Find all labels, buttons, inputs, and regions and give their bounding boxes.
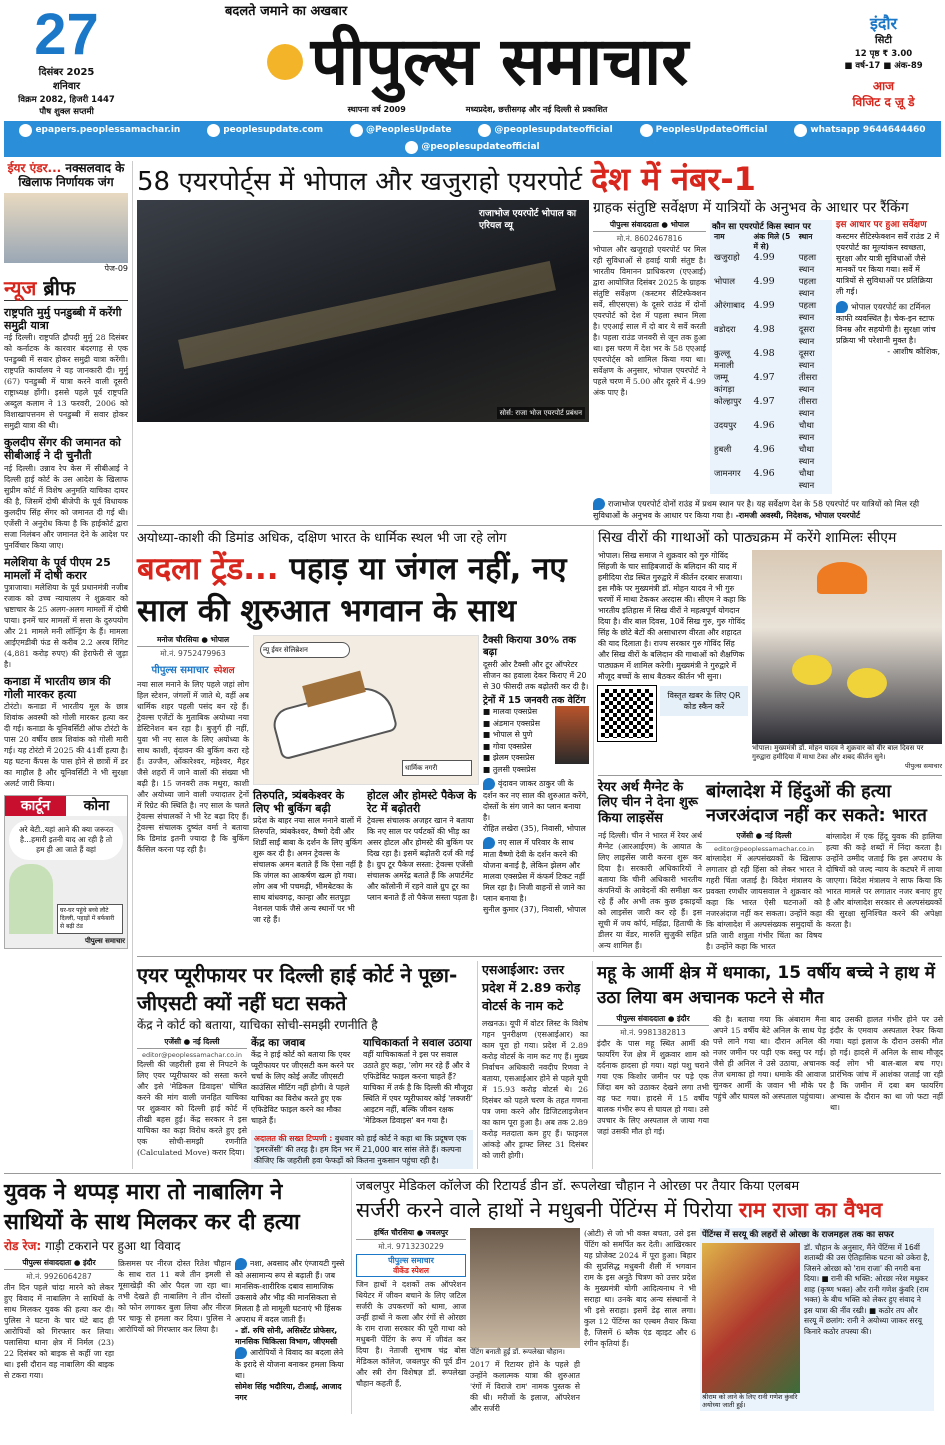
- social-link-text: @PeoplesUpdate: [365, 125, 452, 135]
- ramraja-story: [356, 1228, 466, 1389]
- cartoon-label: कार्टून: [5, 796, 66, 816]
- brand-label: पीपुल्स समाचार: [151, 664, 209, 676]
- article-body: लखनऊ। यूपी में वोटर लिस्ट के विशेष गहन पुनरीक्षण (एसआईआर) का काम पूरा हो गया। प्रदेश में 2.89 करोड़ वोटर्स के नाम कट गए हैं। मुख्य निर्वाचन अधिकारी नवदीप रिणवा ने बताया, एसआईआर होने से पहले यूपी में 15.93 करोड़ वोटर्स थे। 26 दिसंबर को पहले चरण के तहत गणना पत्र जमा करने और डिजिटलाइजेशन का काम पूरा हुआ है। अब तक 2.89 करोड़ मतदाता कम हुए हैं। फाइनल आंकड़े और ड्राफ्ट लिस्ट 31 दिसंबर को जारी होगी।: [482, 1018, 588, 1160]
- globe-icon: [19, 124, 32, 137]
- brief-body: नई दिल्ली। उन्नाव रेप केस में सीबीआई ने दिल्ली हाई कोर्ट के उस आदेश के खिलाफ सुप्रीम कोर्ट में विशेष अनुमति याचिका दायर की है, जिसमें दोषी बीजेपी के पूर्व विधायक कुलदीप सिंह सेंगर को जमानत दी गई थी। एजेंसी ने अनुरोध किया है कि हाईकोर्ट द्वारा सजा निलंबन और जमानत देने के आदेश पर पुनर्विचार किया जाए।: [4, 463, 128, 550]
- year-ender-thumbnail: [4, 193, 128, 263]
- ramraja-kicker: जबलपुर मेडिकल कॉलेज की रिटायर्ड डीन डॉ. रूपलेखा चौहान ने ओरछा पर तैयार किया एलबम: [356, 1179, 800, 1195]
- table-cell: 4.98: [753, 347, 775, 359]
- slap-headline: युवक ने थप्पड़ मारा तो नाबालिग ने साथियों के साथ मिलकर कर दी हत्या: [4, 1180, 300, 1236]
- quote-icon: [483, 837, 495, 849]
- published-from: मध्यप्रदेश, छत्तीसगढ़ और नई दिल्ली से प्रकाशित: [465, 105, 608, 114]
- brief-body: टोरंटो। कनाडा में भारतीय मूल के छात्र शिवांक अवस्थी को गोली मारकर हत्या कर दी गई। कनाडा के यूनिवर्सिटी ऑफ टोरंटो के पास 20 वर्षीय छात्र शिवांक को गोली मारी गई। यह टोरंटो में 2025 की 41वीं हत्या है। यह घटना कैंपस के पास होने से छात्रों में डर का माहौल है और यूनिवर्सिटी ने भी सुरक्षा अलर्ट जारी किया।: [4, 702, 128, 789]
- ramraja-body-3: (ओटी) से जो भी वक्त बचता, उसे इस पेंटिंग को समर्पित कर देती। आखिरकार यह प्रोजेक्ट 2024 में पूरा हुआ। बिहार की सुप्रसिद्ध मधुबनी शैली में भगवान राम के इस अनूठे चित्रण को उत्तर प्रदेश के मुख्यमंत्री योगी आदित्यनाथ ने भी सराहा था। उनके बाद अन्य संस्थानों ने भी इसे सराहा। इसमें डेढ़ साल लगा। कुल 12 पेंटिंग्स का एल्बम तैयार किया है, जिसमें 6 ब्लैक एंड व्हाइट और 6 रंगीन कृतियां हैं।: [584, 1229, 696, 1349]
- brief-title: मलेशिया के पूर्व पीएम 25 मामलों में दोषी करार: [4, 555, 111, 582]
- cartoon-label-2: कोना: [66, 796, 127, 816]
- table-cell: खजुराहो: [714, 252, 740, 263]
- table-cell: 4.98: [753, 323, 775, 335]
- road-rage-kicker: रोड रेज: गाड़ी टकराने पर हुआ था विवाद: [4, 1239, 181, 1254]
- byline: एजेंसी ● नई दिल्ली: [137, 1037, 247, 1049]
- airport-story: [593, 220, 706, 398]
- article-body: नई दिल्ली। चीन ने भारत में रेयर अर्थ मैग्नेट (आरआईएम) के आयात के लिए लाइसेंस जारी करना शुरू कर दिया है। सरकारी अधिकारियों ने बताया कि चीनी अधिकारी भारतीय कंपनियों के आवेदनों की समीक्षा कर रहे हैं और अभी तक कुछ इकाइयों को लाइसेंस जारी कर रहे हैं। इस सूची में जय कॉर्प, महिंद्रा, हिताची के डीलर या वेंडर, मारुति सुजुकी सहित अन्य शामिल हैं।: [598, 830, 702, 950]
- column-header: अंक मिले (5 में से): [753, 231, 791, 251]
- table-row: [712, 348, 830, 372]
- table-cell: 4.96: [753, 443, 775, 455]
- box-body: डॉ. चौहान के अनुसार, मैंने पेंटिंग्स में 16वीं शताब्दी की उस ऐतिहासिक घटना को उकेरा है, जिसने ओरछा को 'राम राजा' की नगरी बना दिया। ■ रानी की भक्ति: ओरछा नरेश मधुकर शाह (कृष्ण भक्त) और रानी गणेश कुंवरि (राम भक्त) के बीच भक्ति को लेकर हुए संवाद ने इस यात्रा की नींव रखी। ■ कठोर तप और सरयू में छलांग: रानी ने अयोध्या जाकर सरयू किनारे कठोर तपस्या की।: [804, 1242, 930, 1336]
- table-cell: तीसरा स्थान: [798, 396, 818, 419]
- purifier-section: [137, 961, 473, 1170]
- quote-author: रोहित लखेरा (35), निवासी, भोपाल: [483, 824, 586, 834]
- quote-author: सुनील कुमार (37), निवासी, भोपाल: [483, 905, 586, 915]
- sub-story-hotel: [367, 789, 479, 903]
- table-cell: 4.99: [753, 275, 775, 287]
- month-year: दिसंबर 2025: [38, 67, 95, 78]
- slap-section: [4, 1178, 347, 1403]
- photo-credit: सोर्स: राजा भोज एयरपोर्ट प्रबंधन: [497, 407, 585, 419]
- social-link-text: @peoplesupdateofficial: [494, 125, 613, 135]
- cartoon: [4, 795, 128, 949]
- sign-religious-city: धार्मिक नगरी: [402, 760, 472, 776]
- table-cell: कुल्लू मनाली: [714, 348, 734, 371]
- train-photo: [555, 706, 589, 764]
- table-cell: तीसरा स्थान: [798, 372, 818, 395]
- quote-icon: [593, 498, 605, 510]
- table-cell: 4.97: [753, 395, 775, 407]
- cartoon-bubble: अरे बेटी..यहां आने की क्या जरूरत है...हमारी इतनी याद आ रही है तो हम ही आ जाते हैं वहां: [9, 820, 123, 860]
- slap-body-2: क्रिसमस पर नीरज दोस्त रितेश चौहान के साथ रात 11 बजे तीन इमली से मूसाखेड़ी की ओर पैदल जा रहा था। तभी देखते ही नाबालिग ने तीन दोस्तों को फोन लगाकर बुला लिया और नीरज पर चाकू से हमला कर दिया। पुलिस ने आरोपियों को गिरफ्तार कर लिया है।: [118, 1259, 231, 1335]
- purifier-subhead: केंद्र ने कोर्ट को बताया, याचिका सोची-समझी रणनीति है: [137, 1017, 378, 1032]
- column-header: स्थान: [798, 231, 813, 241]
- table-row: [712, 276, 830, 300]
- mhow-headline: महू के आर्मी क्षेत्र में धमाका, 15 वर्षीय बच्चे ने हाथ में उठा लिया बम अचानक फटने से मौत: [597, 962, 935, 1008]
- trains-title: ट्रेनों में 15 जनवरी तक वेटिंग: [483, 694, 586, 706]
- car-illustration: [253, 635, 479, 785]
- news-brief: [4, 675, 128, 789]
- social-link[interactable]: [794, 124, 925, 137]
- social-link-text: @peoplesupdateofficial: [421, 142, 540, 152]
- table-cell: दूसरा स्थान: [798, 324, 815, 347]
- bangladesh-body-2: बांग्लादेश में एक हिंदू युवक की हालिया हत्या की कड़े शब्दों में निंदा करता है। उन्होंने उम्मीद जताई कि इस अपराध के दोषियों को जल्द न्याय के कटघरे में लाया जाएगा। विदेश मंत्रालय ने साफ किया कि भारत मामले पर लगातार नजर बनाए हुए है और बांग्लादेश सरकार से अल्पसंख्यकों की सुरक्षा सुनिश्चित करने की अपेक्षा करता है।: [826, 831, 942, 929]
- web-icon: [207, 124, 220, 137]
- table-cell: उदयपुर: [714, 420, 737, 431]
- table-cell: भोपाल: [714, 276, 735, 287]
- table-cell: चौथा स्थान: [798, 468, 815, 491]
- facebook-icon: [640, 124, 653, 137]
- table-row: [712, 252, 830, 276]
- volume: ■ वर्ष-17 ■ अंक-89: [844, 61, 923, 71]
- brief-body: पुत्राजाया। मलेशिया के पूर्व प्रधानमंत्री नजीब रजाक को उच्च न्यायालय ने शुक्रवार को भ्रष्टाचार के 25 अलग-अलग मामलों में दोषी पाया। इनमें चार मामलों में सत्ता के दुरुपयोग और 21 मामले मनी लॉन्ड्रिंग के हैं। मामला आईएमडीबी फंड से करीब 2.2 अरब रिंगिट (4,881 करोड़ रुपए) की हेराफेरी से जुड़ा है।: [4, 582, 128, 669]
- photo-caption: पेंटिंग बनाती हुईं डॉ. रूपलेखा चौहान।: [470, 1348, 565, 1357]
- pen-nib-logo-icon: [267, 44, 303, 80]
- headline: रेयर अर्थ मैग्नेट के लिए चीन ने देना शुरू किया लाइसेंस: [598, 779, 698, 826]
- photo-label: राजाभोज एयरपोर्ट भोपाल का एरियल व्यू: [479, 209, 577, 231]
- brief-body: नई दिल्ली। राष्ट्रपति द्रौपदी मुर्मु 28 दिसंबर को कर्नाटक के कारवार बंदरगाह से एक पनडुब्बी में सवार होकर समुद्री यात्रा करेंगी। राष्ट्रपति कार्यालय ने यह जानकारी दी। मुर्मु (67) पनडुब्बी में यात्रा करने वाली दूसरी राष्ट्राध्यक्ष होंगी। इससे पहले पूर्व राष्ट्रपति अब्दुल कलाम ने 13 फरवरी, 2006 को विशाखापत्तनम से पनडुब्बी में सवार होकर समुद्री यात्रा की थी।: [4, 333, 128, 431]
- table-cell: जम्मू कांगड़ा: [714, 372, 735, 395]
- purifier-story: [137, 1037, 247, 1158]
- sub-story-tirupati: [253, 789, 363, 925]
- social-link[interactable]: [350, 124, 452, 137]
- main-area: [137, 161, 942, 1169]
- byline: पीपुल्स संवाददाता ● इंदौर: [4, 1258, 114, 1270]
- train-item: ■ झेलम एक्सप्रेस: [483, 753, 535, 763]
- social-link[interactable]: [478, 124, 612, 137]
- edition-block: [826, 4, 941, 110]
- taxi-trains-sidebar: [483, 635, 589, 915]
- youtube-icon: [405, 141, 418, 154]
- qr-instruction: विस्तृत खबर के लिए QR कोड स्कैन करें: [660, 686, 748, 716]
- doctor-painting-photo: [470, 1228, 580, 1348]
- city: इंदौर: [869, 14, 898, 33]
- sub-headline: होटल और होमस्टे पैकेज के रेट में बढ़ोतरी: [367, 788, 477, 816]
- news-brief: [4, 556, 128, 670]
- social-link[interactable]: [405, 141, 539, 154]
- byline: मनोज चौरसिया ● भोपाल: [137, 635, 249, 647]
- ranking-table: [710, 220, 832, 494]
- survey-title: इस आधार पर हुआ सर्वेक्षण: [836, 219, 927, 230]
- date-block: [4, 4, 129, 118]
- expert-quote: नशा, अवसाद और एंग्जायटी गुस्से को असामान्य रूप से बढ़ाती हैं। जब मानसिक-शारीरिक दबाव सामाजिक उकसावे और भीड़ की मानसिकता से मिलता है तो मामूली घटनाएं भी हिंसक अपराध में बदल जाती हैं। - डॉ. रुचि सोनी, असिस्टेंट प्रोफेसर, मानसिक चिकित्सा विभाग, जीएमसी आरोपियों ने विवाद का बदला लेने के इरादे से योजना बनाकर हमला किया था। सोमेश सिंह भदौरिया, टीआई, आजाद नगर: [235, 1259, 345, 1403]
- social-link[interactable]: [207, 124, 323, 137]
- article-body: बांग्लादेश में अल्पसंख्यकों के खिलाफ लगातार हो रही हिंसा को लेकर भारत ने गहरी चिंता जताई है। विदेश मंत्रालय के प्रवक्ता रणधीर जायसवाल ने शुक्रवार को कहा कि भारत ऐसी घटनाओं को नजरअंदाज नहीं कर सकता। उन्होंने कहा कि बांग्लादेश में अल्पसंख्यक समुदायों के प्रति जारी शत्रुता गंभीर चिंता का विषय है। उन्होंने कहा कि भारत: [706, 853, 822, 951]
- train-item: ■ अंडमान एक्सप्रेस: [483, 718, 540, 728]
- brief-title: कनाडा में भारतीय छात्र की गोली मारकर हत्या: [4, 674, 111, 702]
- article-body: दिल्ली की जहरीली हवा से निपटने के लिए एयर प्यूरीफायर को सस्ता करने और इसे 'मेडिकल डिवाइस' घोषित करने की मांग वाली जनहित याचिका पर शुक्रवार को दिल्ली हाई कोर्ट में तीखी बहस हुई। केंद्र सरकार ने इस याचिका का कड़ा विरोध करते हुए इसे एक सोची-समझी रणनीति (Calculated Move) करार दिया।: [137, 1059, 247, 1157]
- trend-kicker: अयोध्या-काशी की डिमांड अधिक, दक्षिण भारत के धार्मिक स्थल भी जा रहे लोग: [137, 530, 507, 546]
- quote-icon: [235, 1347, 247, 1359]
- tagline: बदलते जमाने का अखबार: [225, 4, 348, 19]
- sub-headline: याचिकाकर्ता ने सवाल उठाया: [363, 1036, 472, 1049]
- quote: भोपाल एयरपोर्ट का टर्मिनल काफी व्यवस्थित है। चेक-इन स्टाफ विनम्र और सहयोगी है। सुरक्षा जांच प्रक्रिया भी परेशानी मुक्त है।: [836, 302, 936, 345]
- airport-subhead: ग्राहक संतुष्टि सर्वेक्षण में यात्रियों के अनुभव के आधार पर रैंकिंग: [593, 200, 909, 216]
- table-cell: 4.96: [753, 467, 775, 479]
- founded: स्थापना वर्ष 2009: [347, 105, 406, 114]
- table-cell: 4.99: [753, 251, 775, 263]
- trend-headline: बदला ट्रेंड... पहाड़ या जंगल नहीं, नए साल की शुरुआत भगवान के साथ: [137, 550, 567, 629]
- lead-headline: 58 एयरपोर्ट्स में भोपाल और खजुराहो एयरपोर्ट देश में नंबर-1: [137, 160, 756, 198]
- mhow-body-3: बाद उसकी हालत गंभीर होने पर उसे इंदौर के एमवाय अस्पताल रेफर किया गया। यहां इलाज के दौरान उसकी मौत हो गई। हादसे में अनिल के साथ मौजूद कई लोग भी बाल-बाल बच गए। प्रारंभिक जांच में आशंका जताई जा रही है कि जमीन में दबा बम फायरिंग अभ्यास के दौरान का था जो फटा नहीं था।: [830, 1014, 943, 1112]
- table-row: [712, 396, 830, 420]
- social-link-text: peoplesupdate.com: [223, 125, 324, 135]
- table-row: [712, 372, 830, 396]
- train-item: ■ तुलसी एक्सप्रेस: [483, 764, 536, 774]
- whatsapp-icon: [794, 124, 807, 137]
- page-ref: पेज-09: [104, 263, 128, 273]
- airport-aerial-photo: [137, 200, 589, 422]
- qr-code[interactable]: [598, 686, 656, 741]
- table-cell: पहला स्थान: [798, 300, 817, 323]
- social-bar: [4, 121, 941, 157]
- social-link-text: PeoplesUpdateOfficial: [655, 125, 768, 135]
- table-cell: वडोदरा: [714, 324, 736, 335]
- slap-story: [4, 1258, 114, 1381]
- edition: सिटी: [875, 35, 892, 46]
- table-cell: पहला स्थान: [798, 276, 817, 299]
- table-row: [712, 324, 830, 348]
- email: editor@peoplessamachar.co.in: [142, 1050, 242, 1059]
- quote-icon: [836, 301, 848, 313]
- news-brief: [4, 306, 128, 431]
- tithi: पौष शुक्ल सप्तमी: [39, 107, 94, 117]
- table-cell: दूसरा स्थान: [798, 348, 815, 371]
- photo-credit: पीपुल्स समाचार: [905, 761, 942, 770]
- mobile: मो.नं. 8602467816: [616, 233, 683, 243]
- table-title: कौन सा एयरपोर्ट किस स्थान पर: [712, 221, 811, 232]
- left-column: [4, 161, 128, 949]
- news-brief: [4, 436, 128, 550]
- ramraja-headline: सर्जरी करने वाले हाथों ने मधुबनी पेंटिंग्स में पिरोया राम राजा का वैभव: [356, 1198, 883, 1223]
- brief-title: राष्ट्रपति मुर्मु पनडुब्बी में करेंगी समुद्री यात्रा: [4, 305, 122, 332]
- article-body: प्रदेश के बाहर नया साल मनाने वालों में तिरुपति, त्र्यंबकेश्वर, वैष्णो देवी और शिर्डी साईं बाबा के दर्शन के लिए बुकिंग शुरू कर दी है। अमन ट्रेवल्स के संचालक अमन बताते हैं कि ऐसा नहीं है कि जंगल का आकर्षण खत्म हो गया। लोग अब भी पचमढ़ी, भीमबेटका के साथ बांधवगढ़, कान्हा और सतपुड़ा नेशनल पार्क जैसे अन्य स्थानों पर भी जा रहे हैं।: [253, 816, 363, 925]
- quote-author: - आशीष कौशिक,: [887, 346, 940, 356]
- social-link-text: epapers.peoplessamachar.in: [35, 125, 181, 135]
- bangladesh-story: [706, 831, 822, 952]
- table-cell: कोल्हापुर: [714, 396, 742, 407]
- email: editor@peoplessamachar.co.in: [714, 844, 814, 853]
- pages-price: 12 पृष्ठ ₹ 3.00: [854, 49, 913, 59]
- year-ender-title: नक्सलवाद के खिलाफ निर्णायक जंग: [18, 161, 125, 190]
- byline: एजेंसी ● नई दिल्ली: [706, 831, 822, 843]
- sikh-body: भोपाल। सिख समाज ने शुक्रवार को गुरु गोविंद सिंहजी के चार साहिबजादों के बलिदान की याद में हमीदिया रोड स्थित गुरुद्वारे में कीर्तन दरबार सजाया। इस मौके पर मुख्यमंत्री डॉ. मोहन यादव ने भी गुरु चरणों में माथा टेककर अरदास की। सीएम ने कहा कि भारतीय इतिहास में सिख वीरों ने महत्वपूर्ण योगदान दिया है। वीर बाल दिवस, 10वें सिख गुरु, गुरु गोविंद सिंह के छोटे बेटों की असाधारण वीरता और शहादत की याद दिलाता है। राज्य सरकार गुरु गोविंद सिंह और सिख वीरों के बलिदान की गाथाओं को शैक्षणिक पाठ्यक्रम में शामिल करेगी। मुख्यमंत्री ने गुरुद्वारे में मौजूद बच्चों के साथ बैठकर कीर्तन भी सुना।: [598, 550, 746, 681]
- brand-label: पीपुल्स समाचार: [388, 1256, 434, 1266]
- survey-box: [836, 220, 940, 357]
- masthead: [4, 4, 941, 118]
- trend-story: [137, 635, 249, 855]
- masthead-title: पीपुल्स समाचार: [310, 23, 689, 100]
- article-body: नया साल मनाने के लिए पहले जहां लोग हिल स्टेशन, जंगलों में जाते थे, वहीं अब धार्मिक शहर पहली पसंद बन रहे हैं। ट्रेवल्स एजेंटों के मुताबिक अयोध्या नया डेस्टिनेशन बन रहा है। बुजुर्ग ही नहीं, युवा भी नए साल के लिए अयोध्या के साथ काशी, वृंदावन की बुकिंग करा रहे हैं। उज्जैन, ओंकारेश्वर, महेश्वर, मैहर जैसे शहरों में जाने वालों की संख्या भी बढ़ी है। 15 जनवरी तक मथुरा, काशी और अयोध्या जाने वाली ज्यादातर ट्रेनों में रिग्रेट की स्थिति है। नए साल के चलते ट्रेवल्स संचालकों ने भी रेट बढ़ा दिए हैं। ट्रेवल्स संचालक दुष्यंत वर्मा ने बताया कि डिमांड इतनी ज्यादा है कि बुकिंग कैंसिल करना पड़ रही है।: [137, 679, 249, 854]
- table-cell: 4.99: [753, 299, 775, 311]
- x-icon: [350, 124, 363, 137]
- byline: हर्षित चौरसिया ● जबलपुर: [356, 1228, 466, 1240]
- survey-body: कस्टमर सैटिस्फेक्शन सर्वे राउंड 2 में एयरपोर्ट का मूल्यांकन स्वच्छता, सुरक्षा और यात्री सुविधाओं जैसे मानकों पर किया गया। सर्वे में यात्रियों से सुविधाओं पर प्रतिक्रिया ली गई।: [836, 231, 940, 296]
- painting-journey-box: [700, 1228, 934, 1410]
- weekday: शनिवार: [52, 81, 81, 92]
- article-body: ट्रेवल्स संचालक अजहर खान ने बताया कि नए साल पर पर्यटकों की भीड़ का असर होटल और होमस्टे की बुकिंग पर दिख रहा है। इसमें बढ़ोतरी दर्ज की गई है। ग्रुप टूर पैकेज सस्ता: ट्रेवल्स एजेंसी संचालक अमरेंद्र बताते हैं कि अपार्टमेंट और कॉलोनी में रहने वाले ग्रुप टूर का प्लान बनाते हैं तो पैकेज सस्ता पड़ता है।: [367, 816, 478, 903]
- court-remark-box: अदालत की सख्त टिप्पणी : बुधवार को हाई कोर्ट ने कहा था कि प्रदूषण एक 'इमरजेंसी' की तरह है। हम दिन भर में 21,000 बार सांस लेते हैं। कल्पना कीजिए कि जहरीली हवा फेफड़ों को कितना नुकसान पहुंचा रही है।: [251, 1130, 473, 1169]
- box-title: पेंटिंग्स में सरयू की लहरों से ओरछा के राजमहल तक का सफर: [702, 1230, 894, 1241]
- table-cell: पहला स्थान: [798, 252, 817, 275]
- table-row: [712, 468, 830, 492]
- table-row: [712, 444, 830, 468]
- table-cell: 4.96: [753, 419, 775, 431]
- quote: वृंदावन जाकर ठाकुर जी के दर्शन कर नए साल की शुरुआत करेंगे, दोस्तों के संग जाने का प्लान बनाया है। रोहित लखेरा (35), निवासी, भोपाल: [483, 779, 589, 834]
- train-item: ■ भोपाल से पुणे: [483, 730, 533, 740]
- ramraja-section: [356, 1178, 938, 1414]
- quote-icon: [235, 1258, 247, 1270]
- cartoon-newspaper: घर-घर पहुंचे बच्चे लौटे दिल्ली, पहाड़ों में बर्फबारी से बढ़ी ठंड: [57, 904, 123, 934]
- year-ender-promo[interactable]: [4, 161, 128, 190]
- sign-new-year: न्यू ईयर सेलिब्रेशन: [260, 642, 350, 658]
- byline: पीपुल्स संवाददाता ● भोपाल: [593, 220, 706, 232]
- article-body: केंद्र ने हाई कोर्ट को बताया कि एयर प्यूरीफायर पर जीएसटी कम करने पर चर्चा के लिए कोई अर्जेंट जीएसटी काउंसिल मीटिंग नहीं होगी। वे पहले याचिका का विरोध करते हुए एक एफिडेविट फाइल करने का मौका चाहते हैं।: [251, 1050, 354, 1126]
- bangladesh-headline: बांग्लादेश में हिंदुओं की हत्या नजरअंदाज नहीं कर सकते: भारत: [706, 780, 927, 826]
- mobile: मो.नं. 9752479963: [160, 648, 226, 658]
- masthead-center: [135, 4, 820, 116]
- year-ender-label: ईयर एंडर...: [7, 161, 62, 175]
- photo-caption: भोपाल। मुख्यमंत्री डॉ. मोहन यादव ने शुक्रवार को वीर बाल दिवस पर गुरुद्वारा हमीदिया में माथा टेका और शबद कीर्तन सुने।: [752, 743, 924, 761]
- article-body: वहीं याचिकाकर्ता ने इस पर सवाल उठाते हुए कहा, 'लोग मर रहे हैं और वे एफिडेविट फाइल करना चाहते हैं? याचिका में तर्क है कि दिल्ली की मौजूदा स्थिति में एयर प्यूरीफायर कोई 'लक्जरी' आइटम नहीं, बल्कि जीवन रक्षक 'मेडिकल डिवाइस' बन गया है।: [363, 1050, 473, 1126]
- brief-title: कुलदीप सेंगर की जमानत को सीबीआई ने दी चुनौती: [4, 436, 121, 463]
- trend-section: [137, 530, 589, 925]
- mobile: मो.नं. 9926064287: [26, 1272, 92, 1282]
- instagram-icon: [478, 124, 491, 137]
- headline: एसआईआर: उत्तर प्रदेश में 2.89 करोड़ वोटर्स के नाम कटे: [482, 961, 581, 1013]
- brand-tag: वीकेंड स्पेशल: [393, 1265, 429, 1275]
- table-cell: जामनगर: [714, 468, 741, 479]
- sir-story: [482, 961, 588, 1161]
- sub-headline: केंद्र का जवाब: [251, 1036, 306, 1049]
- taxi-title: टैक्सी किराया 30% तक बढ़ा: [483, 634, 576, 658]
- sikh-headline: सिख वीरों की गाथाओं को पाठ्यक्रम में करेंगे शामिलः सीएम: [598, 529, 897, 546]
- director-quote: राजाभोज एयरपोर्ट दोनों राउंड में प्रथम स्थान पर है। यह सर्वेक्षण देश के 58 एयरपोर्ट पर यात्रियों को मिल रही सुविधाओं के अनुभव के आधार पर किया गया है। -रामजी अवस्थी, निदेशक, भोपाल एयरपोर्ट: [593, 499, 920, 520]
- mhow-body-2: की है। बताया गया कि अंबाराम मैना अपने 15 वर्षीय बेटे अनिल के साथ पेड़ पत्ते लाने गया था। दौरान अनिल की नजर जमीन पर पड़ी एक वस्तु पर गई। जैसे ही अनिल ने उसे उठाया, अचानक तेज धमाका हो गया। धमाके की आवाज सुनकर आर्मी के जवान भी मौके पर पहुंचे और घायल को अस्पताल पहुंचाया।: [713, 1014, 826, 1101]
- news-brief-heading: न्यूज ब्रीफ: [4, 276, 128, 301]
- centre-response: [251, 1037, 359, 1127]
- era: विक्रम 2082, हिजरी 1447: [18, 95, 115, 105]
- article-body: भोपाल और खजुराहो एयरपोर्ट पर मिल रही सुविधाओं से हवाई यात्री संतुष्ट है। भारतीय विमानन प्राधिकरण (एएआई) द्वारा आयोजित दिसंबर 2025 के ग्राहक संतुष्टि सर्वेक्षण (कस्टमर सैटिस्फेक्शन सर्वे, सीएसएस) के दूसरे राउंड में दोनों एयरपोर्ट को देश में पहला स्थान मिला है। एएआई साल में दो बार ये सर्वे करती है। पहला राउंड जनवरी से जून तक हुआ था। इस चरण में देश भर के 58 एएआई एयरपोर्ट्स को शामिल किया गया था। सर्वेक्षण के अनुसार, भोपाल एयरपोर्ट ने पहले चरण में 5.00 और दूसरे में 4.99 अंक पाए है।: [593, 244, 706, 397]
- social-link[interactable]: [19, 124, 180, 137]
- table-cell: औरंगाबाद: [714, 300, 745, 311]
- petitioner-question: [363, 1037, 473, 1127]
- article-body: जिन हाथों ने दशकों तक ऑपरेशन थियेटर में जीवन बचाने के लिए जटिल सर्जरी के उपकरणों को थामा, आज उन्हीं हाथों ने कला और रंगों से ओरछा के राम राजा सरकार की पूरी गाथा को मधुबनी पेंटिंग के रूप में जीवंत कर दिया है। नेताजी सुभाष चंद्र बोस मेडिकल कॉलेज, जबलपुर की पूर्व डीन और स्त्री रोग विशेषज्ञ डॉ. रूपलेखा चौहान कहती हैं,: [356, 1279, 466, 1388]
- mhow-section: [597, 961, 943, 1137]
- painting-caption: श्रीराम को लाने के लिए रानी गणेश कुंवरि अयोध्या जाती हुई।: [702, 1392, 798, 1409]
- mobile: मो.नं. 9981382813: [620, 1027, 686, 1037]
- rare-earth-story: [598, 780, 702, 951]
- mhow-story: [597, 1014, 709, 1137]
- today-label: आज: [872, 79, 895, 93]
- today-day: विजिट द ज़ू डे: [852, 95, 915, 109]
- train-item: ■ मालवा एक्सप्रेस: [483, 707, 538, 717]
- column-header: नाम: [714, 231, 725, 241]
- table-cell: हुबली: [714, 444, 732, 455]
- sub-headline: तिरुपति, त्र्यंबकेश्वर के लिए भी बुकिंग बढ़ी: [253, 788, 345, 816]
- table-cell: चौथा स्थान: [798, 420, 815, 443]
- cm-gurudwara-photo: [752, 550, 942, 744]
- social-link[interactable]: [640, 124, 768, 137]
- brand-tag: स्पेशल: [213, 665, 235, 676]
- table-cell: 4.97: [753, 371, 775, 383]
- table-cell: चौथा स्थान: [798, 444, 815, 467]
- social-link-text: whatsapp 9644644460: [810, 125, 926, 135]
- purifier-headline: एयर प्यूरीफायर पर दिल्ली हाई कोर्ट ने पूछा- जीएसटी क्यों नहीं घटा सकते: [137, 962, 458, 1015]
- byline: पीपुल्स संवाददाता ● इंदौर: [597, 1014, 709, 1026]
- cartoon-credit: पीपुल्स समाचार: [84, 937, 125, 946]
- table-row: [712, 420, 830, 444]
- train-item: ■ गोवा एक्सप्रेस: [483, 741, 532, 751]
- cartoon-figure: [9, 864, 53, 934]
- madhubani-painting: [702, 1243, 800, 1393]
- ramraja-body-2: 2017 में रिटायर होने के पहले ही उन्होंने कलात्मक यात्रा की शुरुआत 'रंगों में विराजे राम' नामक पुस्तक से की थी। मरीजों के इलाज, ऑपरेशन और सर्जरी: [470, 1360, 580, 1414]
- article-body: इंदौर के पास महू स्थित आर्मी की फायरिंग रेंज क्षेत्र में शुक्रवार शाम को दर्दनाक हादसा हो गया। यहां पशु चराने गया एक किशोर जमीन पर पड़े एक जिंदा बम को उठाकर देखने लगा तभी वह फट गया। हादसे में 15 वर्षीय बालक गंभीर रूप से घायल हो गया। उसे उपचार के लिए अस्पताल ले जाया गया जहां उसकी मौत हो गई।: [597, 1038, 709, 1136]
- day-number: 27: [34, 2, 99, 67]
- table-row: [712, 300, 830, 324]
- taxi-body: दूसरी ओर टैक्सी और टूर ऑपरेटर सीजन का हवाला देकर किराए में 20 से 30 फीसदी तक बढ़ोतरी कर दी है।: [483, 659, 589, 691]
- mobile: मो.नं. 9713230229: [378, 1242, 444, 1252]
- article-body: तीन दिन पहले चांदा मारने को लेकर हुए विवाद में नाबालिग ने साथियों के साथ मिलकर युवक की हत्या कर दी। पुलिस ने घटना के चार घंटे बाद ही आरोपियों को गिरफ्तार कर लिया। पलासिया थाना क्षेत्र में निर्मल (23) 22 दिसंबर को बाइक से कहीं जा रहा था। इसी दौरान वह नाबालिग की बाइक से टकरा गया।: [4, 1283, 114, 1381]
- quote-icon: [483, 778, 495, 790]
- quote: नए साल में परिवार के साथ माता वैष्णो देवी के दर्शन करने की योजना बनाई है, लेकिन झेलम और मालवा एक्सप्रेस में कंफर्म टिकट नहीं मिल रहा है। निजी वाहनों से जाने का प्लान बनाया है। सुनील कुमार (37), निवासी, भोपाल: [483, 838, 586, 915]
- table-header: [712, 232, 830, 252]
